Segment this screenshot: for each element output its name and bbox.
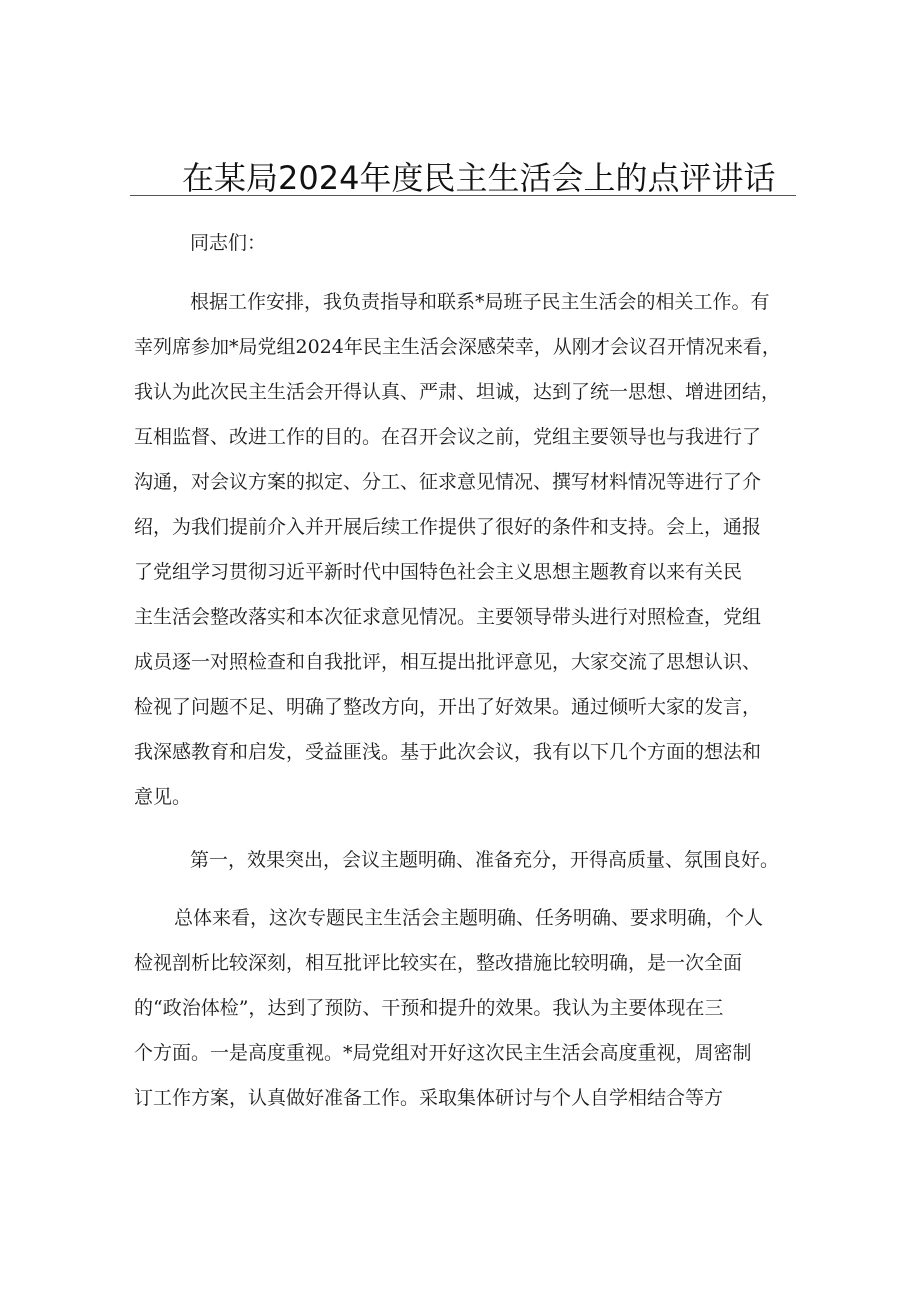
document-title: 在某局2024年度民主生活会上的点评讲话 (182, 159, 776, 197)
paragraph-1-line-7: 了党组学习贯彻习近平新时代中国特色社会主义思想主题教育以来有关民 (134, 561, 743, 583)
paragraph-1-line-6: 绍，为我们提前介入并开展后续工作提供了很好的条件和支持。会上，通报 (134, 516, 762, 538)
paragraph-3-line-1: 总体来看，这次专题民主生活会主题明确、任务明确、要求明确，个人 (174, 907, 764, 929)
paragraph-3-line-2: 检视剖析比较深刻，相互批评比较实在，整改措施比较明确，是一次全面 (134, 952, 743, 974)
paragraph-1-line-11: 我深感教育和启发，受益匪浅。基于此次会议，我有以下几个方面的想法和 (134, 741, 762, 763)
paragraph-1-line-2: 幸列席参加*局党组2024年民主生活会深感荣幸，从刚才会议召开情况来看， (134, 336, 781, 358)
paragraph-3-line-4: 个方面。一是高度重视。*局党组对开好这次民主生活会高度重视，周密制 (134, 1042, 752, 1064)
paragraph-1-line-4: 互相监督、改进工作的目的。在召开会议之前，党组主要领导也与我进行了 (134, 426, 762, 448)
paragraph-1-line-9: 成员逐一对照检查和自我批评，相互提出批评意见，大家交流了思想认识、 (134, 651, 762, 673)
paragraph-1-line-12: 意见。 (134, 786, 192, 808)
paragraph-3-line-3: 的“政治体检”，达到了预防、干预和提升的效果。我认为主要体现在三 (134, 997, 724, 1019)
paragraph-1-line-5: 沟通，对会议方案的拟定、分工、征求意见情况、撰写材料情况等进行了介 (134, 471, 762, 493)
paragraph-1-line-8: 主生活会整改落实和本次征求意见情况。主要领导带头进行对照检查，党组 (134, 606, 762, 628)
section-heading-1: 第一，效果突出，会议主题明确、准备充分，开得高质量、氛围良好。 (190, 849, 780, 871)
paragraph-3-line-5: 订工作方案，认真做好准备工作。采取集体研讨与个人自学相结合等方 (134, 1087, 724, 1109)
title-underline (130, 195, 796, 196)
salutation: 同志们： (190, 232, 267, 254)
paragraph-1-line-1: 根据工作安排，我负责指导和联系*局班子民主生活会的相关工作。有 (190, 291, 770, 313)
paragraph-1-line-10: 检视了问题不足、明确了整改方向，开出了好效果。通过倾听大家的发言， (134, 696, 762, 718)
paragraph-1-line-3: 我认为此次民主生活会开得认真、严肃、坦诚，达到了统一思想、增进团结， (134, 381, 781, 403)
